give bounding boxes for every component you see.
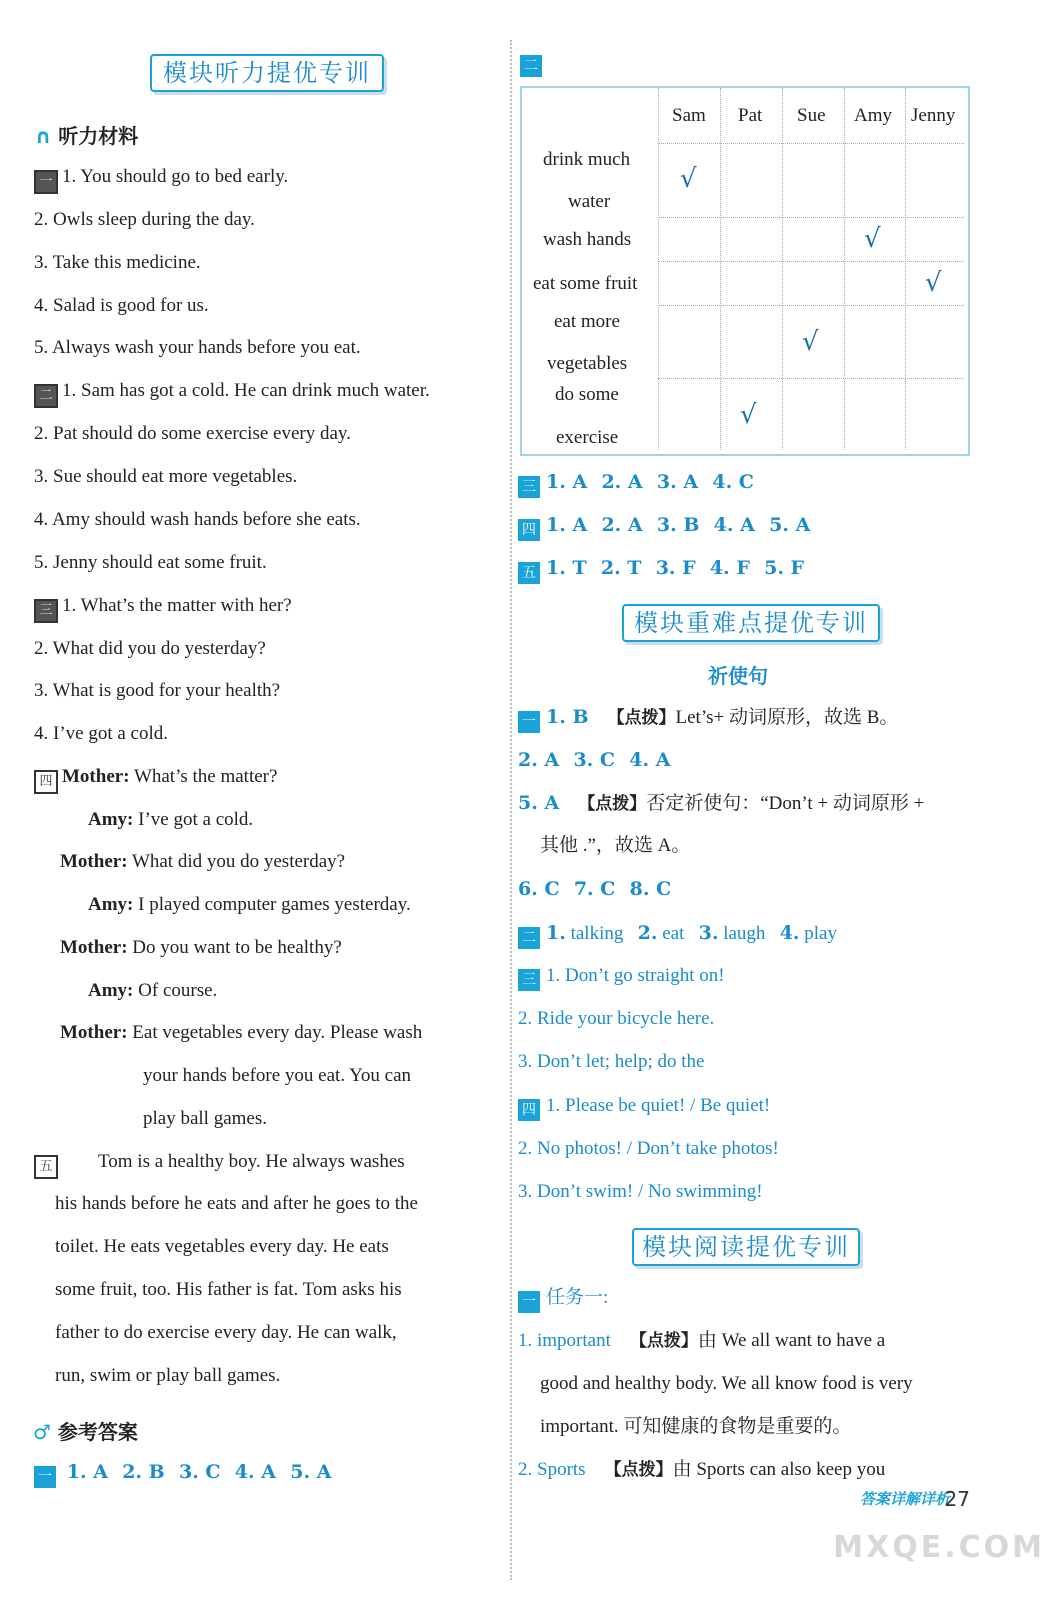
reading-line-4: 2. Sports 【点拨】由 Sports can also keep you (518, 1459, 886, 1480)
s3-line-2: 3. What is good for your health? (34, 680, 281, 701)
s5-line-0: 五 Tom is a healthy boy. He always washes (34, 1150, 405, 1179)
dialog-line-2: Mother: What did you do yesterday? (60, 851, 346, 872)
row-label: eat more (554, 311, 620, 332)
fill-line: 二 1. talking 2. eat 3. laugh 4. play (518, 921, 837, 949)
row-label: drink much (543, 149, 631, 170)
dialog-cont-1: play ball games. (143, 1108, 267, 1129)
grid-hline (658, 378, 964, 379)
row-label: vegetables (547, 353, 628, 374)
s5-line-5: run, swim or play ball games. (55, 1365, 281, 1386)
s1-line-4: 5. Always wash your hands before you eat. (34, 337, 361, 358)
dialog-line-3: Amy: I played computer games yesterday. (88, 894, 411, 915)
s2-line-1: 2. Pat should do some exercise every day. (34, 423, 351, 444)
s5-line-1: his hands before he eats and after he goes to the (55, 1193, 418, 1214)
table-header-2: Sue (797, 105, 826, 126)
page-number: 27 (944, 1487, 970, 1511)
tick-mark: √ (925, 268, 942, 298)
reading-line-3: important. 可知健康的食物是重要的。 (540, 1416, 852, 1437)
b3-line-1: 2. Ride your bicycle here. (518, 1008, 715, 1029)
grammar-line-1: 一 1. B 【点拨】Let’s+ 动词原形，故选 B。 (518, 705, 898, 733)
answers3-line: 三 1. A 2. A 3. A 4. C (518, 470, 754, 498)
answer-badge-3b: 三 (518, 969, 540, 991)
answer-badge-4b: 四 (518, 1099, 540, 1121)
answer-badge-1c: 一 (518, 1291, 540, 1313)
s3-line-3: 4. I’ve got a cold. (34, 723, 169, 744)
answers1-line: 一 1. A 2. B 3. C 4. A 5. A (34, 1460, 331, 1488)
banner-reading: 模块阅读提优专训 (632, 1228, 860, 1266)
grid-hline (658, 305, 964, 306)
row-label: eat some fruit (533, 273, 638, 294)
section-badge-4: 四 (34, 770, 58, 794)
answers-heading: ♂ 参考答案 (33, 1420, 138, 1444)
s2-line-3: 4. Amy should wash hands before she eats. (34, 509, 361, 530)
s3-line-1: 2. What did you do yesterday? (34, 638, 266, 659)
tick-mark: √ (740, 400, 757, 430)
grammar-line-2: 2. A 3. C 4. A (518, 749, 671, 771)
dialog-line-6: Mother: Eat vegetables every day. Please wash (60, 1022, 423, 1043)
row-label: exercise (556, 427, 619, 448)
dialog-line-5: Amy: Of course. (88, 980, 218, 1001)
grammar-line-5: 6. C 7. C 8. C (518, 878, 672, 900)
table-header-3: Amy (854, 105, 892, 126)
dialog-line-4: Mother: Do you want to be healthy? (60, 937, 342, 958)
grid-hline (658, 143, 964, 144)
tick-mark: √ (680, 164, 697, 194)
answer-badge-3: 三 (518, 476, 540, 498)
tick-mark: √ (864, 224, 881, 254)
s1-line-1: 2. Owls sleep during the day. (34, 209, 255, 230)
reading-line-1: 1. important 【点拨】由 We all want to have a (518, 1330, 886, 1351)
table-header-4: Jenny (911, 105, 956, 126)
footer-label: 答案详解详析 (859, 1490, 950, 1508)
b3-line-0: 三 1. Don’t go straight on! (518, 964, 725, 991)
grid-hline (658, 261, 964, 262)
s1-line-0: 一 1. You should go to bed early. (34, 165, 288, 194)
row-label: wash hands (543, 229, 632, 250)
s2-line-0: 二 1. Sam has got a cold. He can drink much water. (34, 379, 430, 408)
reading-line-2: good and healthy body. We all know food is very (540, 1373, 913, 1394)
answer-badge-2b: 二 (518, 927, 540, 949)
row-label: water (568, 191, 611, 212)
b4-line-0: 四 1. Please be quiet! / Be quiet! (518, 1094, 770, 1121)
column-divider (510, 40, 512, 1580)
answer-badge-1b: 一 (518, 711, 540, 733)
answer-badge-4: 四 (518, 519, 540, 541)
listening-heading: ∩ 听力材料 (35, 124, 139, 148)
answer-badge-5: 五 (518, 562, 540, 584)
section-badge-2: 二 (34, 384, 58, 408)
dialog-cont-0: your hands before you eat. You can (143, 1065, 412, 1086)
watermark: MXQE.COM (833, 1530, 1045, 1565)
s3-line-0: 三 1. What’s the matter with her? (34, 594, 292, 623)
dialog-line-1: Amy: I’ve got a cold. (88, 809, 254, 830)
section-badge-5: 五 (34, 1155, 58, 1179)
key-icon: ♂ (33, 1420, 51, 1444)
b4-line-2: 3. Don’t swim! / No swimming! (518, 1181, 763, 1202)
s1-line-2: 3. Take this medicine. (34, 252, 201, 273)
task-line: 一 任务一: (518, 1286, 608, 1313)
section-badge-3: 三 (34, 599, 58, 623)
grid-hline (658, 217, 964, 218)
s2-line-2: 3. Sue should eat more vegetables. (34, 466, 298, 487)
dialog-line-0: 四 Mother: What’s the matter? (34, 765, 277, 794)
subtitle-imperative: 祈使句 (708, 664, 768, 688)
section-badge-1: 一 (34, 170, 58, 194)
answer-badge-1: 一 (34, 1466, 56, 1488)
headphone-icon: ∩ (35, 124, 52, 148)
grammar-line-4: 其他 .”，故选 A。 (540, 835, 691, 856)
b4-line-1: 2. No photos! / Don’t take photos! (518, 1138, 779, 1159)
s5-line-3: some fruit, too. His father is fat. Tom asks his (55, 1279, 402, 1300)
grammar-line-3: 5. A 【点拨】否定祈使句：“Don’t + 动词原形 + (518, 792, 925, 814)
answers4-line: 四 1. A 2. A 3. B 4. A 5. A (518, 513, 810, 541)
answer-badge-2-top: 二 (520, 54, 548, 77)
answers5-line: 五 1. T 2. T 3. F 4. F 5. F (518, 556, 804, 584)
banner-key-points: 模块重难点提优专训 (622, 604, 880, 642)
s5-line-4: father to do exercise every day. He can walk, (55, 1322, 397, 1343)
s5-line-2: toilet. He eats vegetables every day. He eats (55, 1236, 389, 1257)
table-header-1: Pat (738, 105, 763, 126)
banner-listening: 模块听力提优专训 (150, 54, 384, 92)
row-label: do some (555, 384, 619, 405)
table-header-0: Sam (672, 105, 706, 126)
s2-line-4: 5. Jenny should eat some fruit. (34, 552, 267, 573)
s1-line-3: 4. Salad is good for us. (34, 295, 209, 316)
tick-mark: √ (802, 327, 819, 357)
b3-line-2: 3. Don’t let; help; do the (518, 1051, 705, 1072)
